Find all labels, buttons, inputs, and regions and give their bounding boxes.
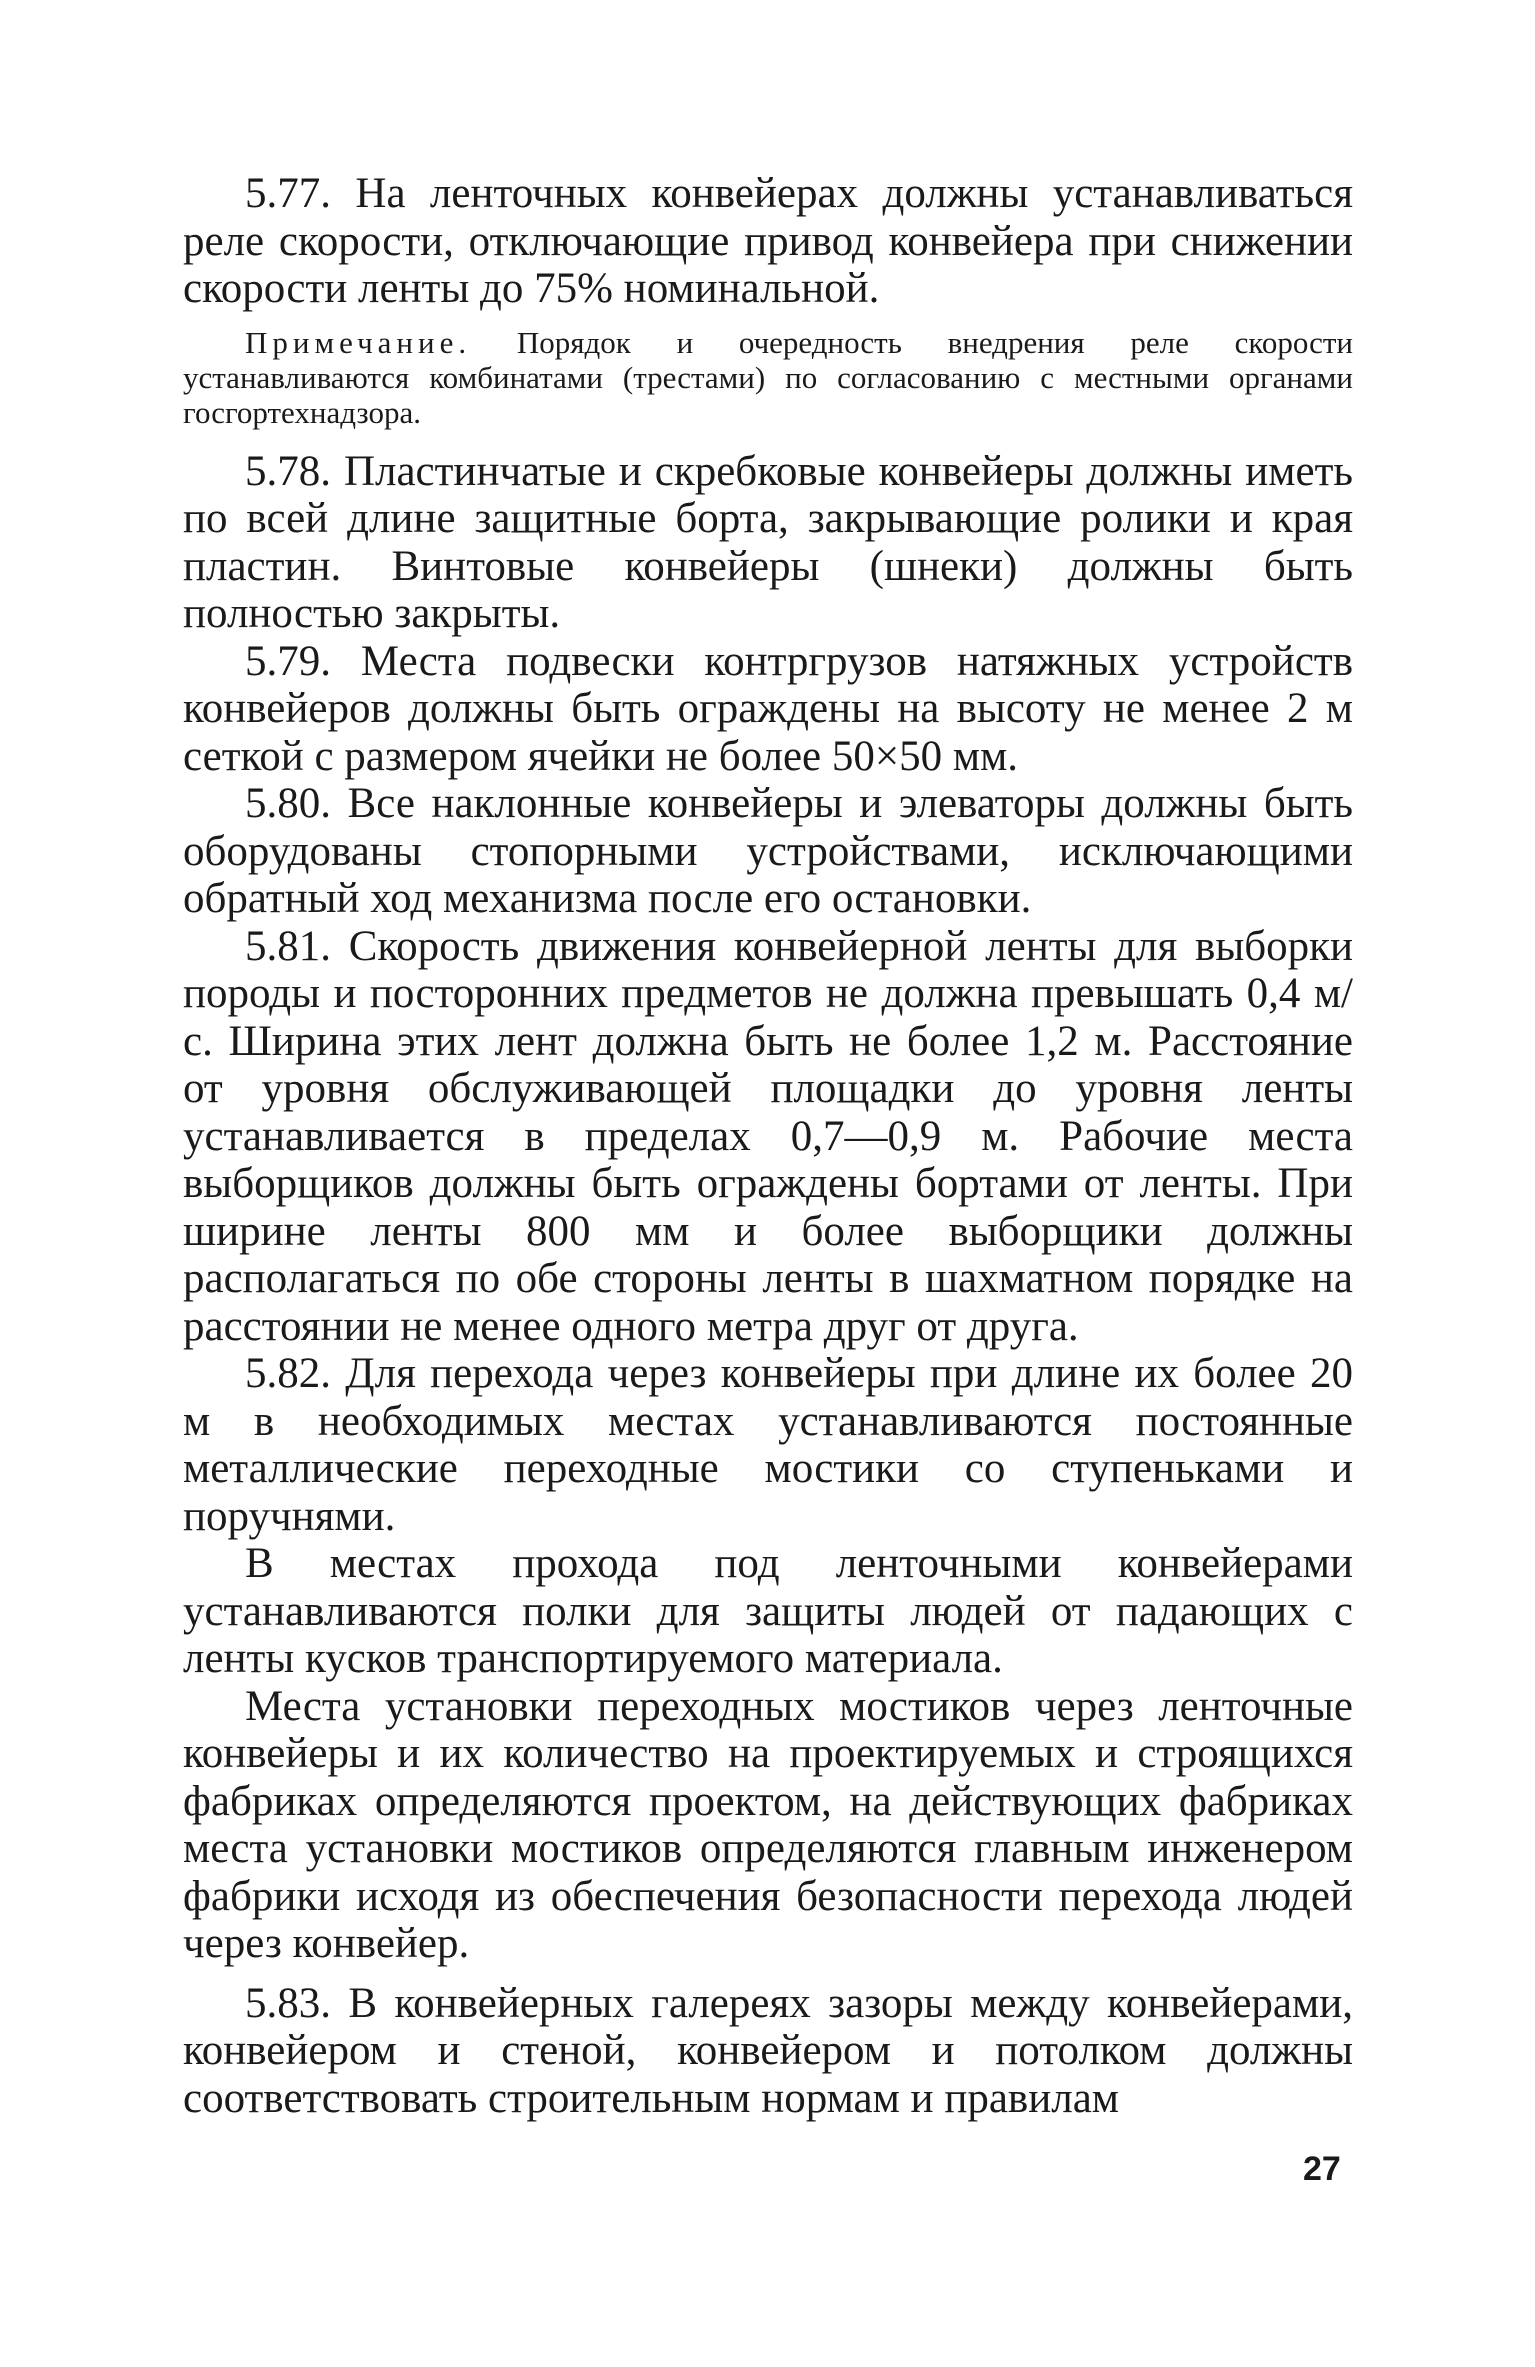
paragraph-5-80: 5.80. Все наклонные конвейеры и элеваторы должны быть оборудованы стопорными устройствами, исключающими обратный ход механизма после его остановки. [183,780,1353,922]
note-label: Примечание. [245,324,472,360]
paragraph-5-79: 5.79. Места подвески контргрузов натяжных устройств конвейеров должны быть ограждены на высоту не менее 2 м сеткой с размером ячейки не более 50×50 мм. [183,637,1353,780]
note-text: Порядок и очередность внедрения реле скорости устанавливаются комбинатами (трестами) по согласованию с местными органами госгортехнадзора. [183,324,1354,430]
note [183,325,1353,430]
spacer [183,1968,1353,1980]
page-number: 27 [1303,2150,1341,2188]
paragraph-5-82-bridges: Места установки переходных мостиков через ленточные конвейеры и их количество на проектируемых и строящихся фабриках определяются проектом, на действующих фабриках места установки мостиков определяются главным инженером фабрики исходя из обеспечения безопасности перехода людей через конвейер. [183,1682,1353,1967]
paragraph-5-77: 5.77. На ленточных конвейерах должны устанавливаться реле скорости, отключающие привод конвейера при снижении скорости ленты до 75% номинальной. [183,170,1353,312]
page-body [183,170,1353,2122]
paragraph-5-83: 5.83. В конвейерных галереях зазоры между конвейерами, конвейером и стеной, конвейером и потолком должны соответствовать строительным нормам и правилам [183,1979,1353,2122]
paragraph-5-78: 5.78. Пластинчатые и скребковые конвейеры должны иметь по всей длине защитные борта, закрывающие ролики и края пластин. Винтовые конвейеры (шнеки) должны быть полностью закрыты. [183,447,1353,637]
paragraph-5-82-passage-under: В местах прохода под ленточными конвейерами устанавливаются полки для защиты людей от падающих с ленты кусков транспортируемого материала. [183,1540,1353,1682]
paragraph-5-81: 5.81. Скорость движения конвейерной ленты для выборки породы и посторонних предметов не должна превышать 0,4 м/с. Ширина этих лент должна быть не более 1,2 м. Расстояние от уровня обслуживающей площадки до уровня ленты устанавливается в пределах 0,7—0,9 м. Рабочие места выборщиков должны быть ограждены бортами от ленты. При ширине ленты 800 мм и более выборщики должны располагаться по обе стороны ленты в шахматном порядке на расстоянии не менее одного метра друг от друга. [183,922,1353,1350]
paragraph-5-82: 5.82. Для перехода через конвейеры при длине их более 20 м в необходимых местах устанавливаются постоянные металлические переходные мостики со ступеньками и поручнями. [183,1350,1353,1540]
